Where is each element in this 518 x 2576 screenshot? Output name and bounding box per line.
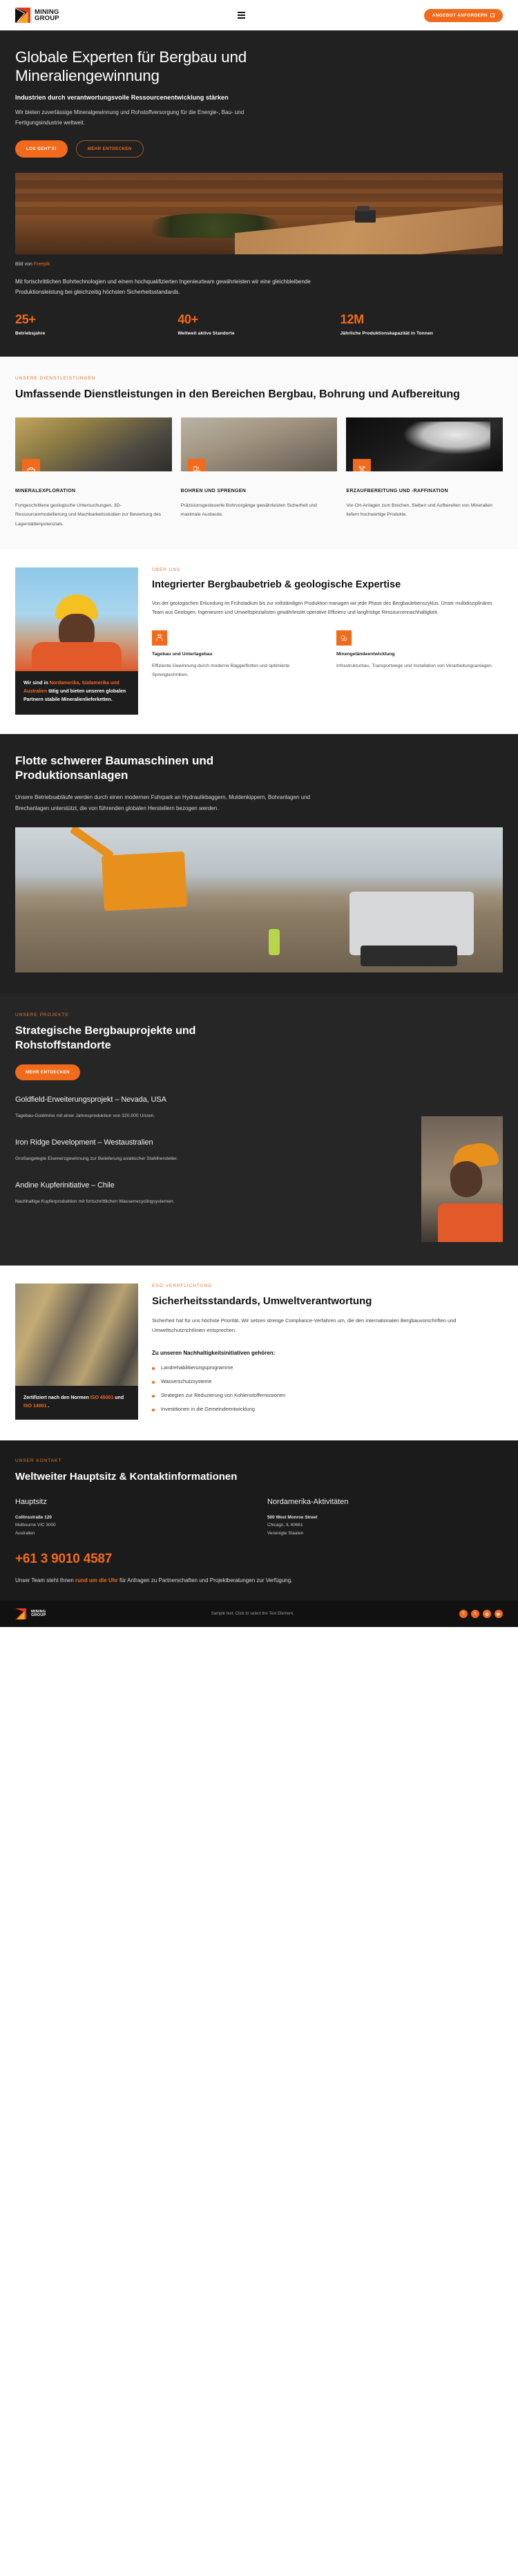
footer-col-heading: Nordamerika-Aktivitäten	[267, 1497, 349, 1506]
service-card[interactable]	[15, 417, 172, 529]
fleet-section	[0, 734, 518, 994]
miner-worker-icon	[152, 630, 167, 646]
social-links	[459, 1610, 503, 1618]
about-features	[152, 630, 503, 680]
brand-name	[35, 9, 59, 21]
project-title: Andine Kupferinitiative – Chile	[15, 1181, 115, 1190]
twitter-icon[interactable]: t	[471, 1610, 479, 1618]
projects-title: Strategische Bergbauprojekte und Rohstoffstandorte	[15, 1025, 196, 1052]
hero-description: Mit fortschrittlichen Bohrtechnologien und einem hochqualifizierten Ingenieurteam gewährleisten wir eine gleichbleibende Produktionsleistung bei gleichzeitig höchsten Sicherheitsstandards.	[15, 278, 311, 295]
stat-value: 40+	[178, 312, 198, 327]
hero-buttons	[15, 140, 503, 158]
footer-columns	[15, 1498, 503, 1539]
esg-list-title: Zu unseren Nachhaltigkeitsinitiativen gehören:	[152, 1349, 276, 1356]
projects-explore-button[interactable]: MEHR ENTDECKEN	[15, 1064, 80, 1080]
footer-title: Weltweiter Hauptsitz & Kontaktinformationen	[15, 1471, 238, 1483]
esg-list-item: Investitionen in die Gemeindeentwicklung	[152, 1406, 503, 1412]
about-body: Von der geologischen Erkundung im Frühstadium bis zur vollständigen Produktion managen wir jede Phase des Bergbaulebenszyklus. Unser multidisziplinäres Team aus Geologen, Ingenieuren und Umweltspezialisten gewährleistet operative Effizienz und langfristige Ressourcennachhaltigkeit.	[152, 601, 492, 616]
projects-section	[0, 993, 518, 1266]
hero-section	[0, 30, 518, 357]
hero-lead: Wir bieten zuverlässige Mineralgewinnung und Rohstoffversorgung für die Energie-, Bau- und Fertigungsindustrie weltweit.	[15, 109, 244, 126]
footer-office-northamerica	[267, 1498, 503, 1539]
esg-body: Sicherheit hat für uns höchste Priorität. Wir setzen strenge Compliance-Verfahren um, die den internationalen Bergbauvorschriften und Umweltschutzrichtlinien entsprechen.	[152, 1317, 457, 1334]
project-item[interactable]	[15, 1181, 409, 1206]
service-card-title: MINERALEXPLORATION	[15, 488, 76, 493]
esg-note-mid: und	[113, 1395, 124, 1400]
footer-address	[267, 1514, 503, 1539]
footer-address-line3: Australien	[15, 1531, 35, 1536]
esg-eyebrow: ESG-VERPFLICHTUNG	[152, 1283, 213, 1288]
service-card-image	[15, 417, 172, 471]
about-note-prefix: Wir sind in	[23, 680, 50, 686]
about-feature-title: Tagebau und Untertagebau	[152, 651, 213, 657]
instagram-icon[interactable]: ◎	[483, 1610, 491, 1618]
project-item[interactable]	[15, 1138, 409, 1163]
footer-brand-line2: GROUP	[31, 1613, 46, 1618]
about-regions-note	[15, 671, 138, 715]
hero-secondary-button[interactable]: MEHR ENTDECKEN	[76, 140, 144, 158]
footer-note-highlight: rund um die Uhr	[75, 1577, 118, 1584]
esg-title: Sicherheitsstandards, Umweltverantwortung	[152, 1295, 372, 1307]
footer-brand[interactable]	[15, 1608, 46, 1619]
stat-item	[178, 312, 340, 336]
about-feature-text: Infrastrukturbau, Transportwege und Installation von Verarbeitungsanlagen.	[336, 663, 493, 668]
project-text: Großangelegte Eisenerzgewinnung zur Belieferung asiatischer Stahlhersteller.	[15, 1156, 178, 1162]
mining-group-logo-icon	[15, 1608, 26, 1619]
esg-content	[152, 1284, 503, 1420]
about-note-suffix: tätig und bieten unseren globalen Partnern stabile Mineralienlieferketten.	[23, 689, 126, 703]
service-card-text: Fortgeschrittene geologische Untersuchungen, 3D-Ressourcenmodellierung und Machbarkeitsstudien zur Bewertung des Lagerstättenpotenzials.	[15, 503, 162, 527]
brand-logo[interactable]	[15, 8, 59, 23]
image-credit-prefix: Bild von	[15, 261, 32, 267]
project-title: Iron Ridge Development – Westaustralien	[15, 1138, 153, 1147]
services-section	[0, 357, 518, 549]
stat-label: Betriebsjahre	[15, 331, 46, 337]
footer-brand-line1: MINING	[31, 1609, 46, 1614]
esg-note-suffix: .	[46, 1404, 50, 1409]
fleet-lead: Unsere Betriebsabläufe werden durch einen modernen Fuhrpark an Hydraulikbaggern, Muldenkippern, Bohranlagen und Brechanlagen unterstützt, die von führenden globalen Herstellern bezogen werden.	[15, 794, 310, 811]
services-eyebrow: UNSERE DIENSTLEISTUNGEN	[15, 376, 96, 382]
footer-availability-note	[15, 1575, 361, 1586]
service-card-title: ERZAUFBEREITUNG UND -RAFFINATION	[346, 488, 448, 493]
hero-title: Globale Experten für Bergbau und Mineraliengewinnung	[15, 48, 247, 84]
about-feature	[152, 630, 318, 680]
hero-subtitle: Industrien durch verantwortungsvolle Ressourcenentwicklung stärken	[15, 94, 229, 102]
esg-list-item: Landrehabilitierungsprogramme	[152, 1364, 503, 1371]
pickaxe-icon	[353, 459, 371, 471]
project-title: Goldfield-Erweiterungsprojekt – Nevada, USA	[15, 1095, 166, 1104]
brand-name-line1: MINING	[35, 8, 59, 16]
services-cards	[15, 417, 503, 529]
hero-mine-photo	[15, 173, 503, 254]
footer-address-line2: Chicago, IL 60661	[267, 1523, 303, 1528]
contact-footer	[0, 1440, 518, 1601]
mine-cart-icon	[22, 459, 40, 471]
facebook-icon[interactable]: f	[459, 1610, 468, 1618]
projects-list	[15, 1096, 409, 1242]
project-text: Nachhaltige Kupferproduktion mit fortschrittlichen Wasserrecyclingsystemen.	[15, 1199, 175, 1205]
site-header	[0, 0, 518, 30]
about-eyebrow: ÜBER UNS	[152, 567, 181, 572]
footer-address-line2: Melbourne VIC 3000	[15, 1523, 56, 1528]
project-item[interactable]	[15, 1096, 409, 1120]
footer-eyebrow: UNSER KONTAKT	[15, 1458, 62, 1463]
footer-col-heading: Hauptsitz	[15, 1497, 47, 1506]
request-quote-button[interactable]	[424, 9, 503, 22]
drill-rig-icon	[188, 459, 206, 471]
service-card-text: Präzisionsgesteuerte Bohrvorgänge gewährleisten Sicherheit und maximale Ausbeute.	[180, 503, 317, 518]
esg-initiatives-list	[152, 1364, 503, 1412]
project-text: Tagebau-Goldmine mit einer Jahresproduktion von 320.000 Unzen.	[15, 1113, 155, 1118]
service-card-text: Vor-Ort-Anlagen zum Brechen, Sieben und Aufbereiten von Mineralien liefern hochwertige Produkte.	[346, 503, 492, 518]
request-quote-label: ANGEBOT ANFORDERN	[432, 12, 488, 18]
brand-name-line2: GROUP	[35, 15, 59, 22]
footer-brand-name	[31, 1610, 46, 1618]
esg-section	[0, 1266, 518, 1440]
service-card-image	[181, 417, 338, 471]
stat-label: Weltweit aktive Standorte	[178, 331, 235, 337]
esg-media	[15, 1284, 138, 1420]
fleet-equipment-photo	[15, 827, 503, 972]
about-feature	[336, 630, 503, 680]
stat-value: 25+	[15, 312, 36, 327]
footer-address-line1: 500 West Monroe Street	[267, 1514, 318, 1520]
stat-item	[15, 312, 178, 336]
stat-label: Jährliche Produktionskapazität in Tonnen	[340, 331, 433, 337]
esg-list-item: Wasserschutzsysteme	[152, 1378, 503, 1384]
esg-list-item: Strategien zur Reduzierung von Kohlenstoffemissionen	[152, 1392, 503, 1398]
about-title: Integrierter Bergbaubetrieb & geologische Expertise	[152, 579, 401, 590]
project-worker-photo	[421, 1116, 503, 1242]
service-card-title: BOHREN UND SPRENGEN	[180, 488, 247, 493]
about-section	[0, 549, 518, 734]
esg-aerial-mine-photo	[15, 1284, 138, 1386]
footer-note-suffix: für Anfragen zu Partnerschaften und Projektberatungen zur Verfügung.	[117, 1577, 293, 1584]
esg-note-iso2: ISO 14001	[23, 1404, 47, 1409]
footer-office-hq	[15, 1498, 251, 1539]
hero-stats	[15, 312, 503, 336]
esg-note-iso1: ISO 45001	[90, 1395, 114, 1400]
about-content	[152, 567, 503, 715]
footer-address-line3: Vereinigte Staaten	[267, 1531, 304, 1536]
services-title: Umfassende Dienstleistungen in den Bereichen Bergbau, Bohrung und Aufbereitung	[15, 388, 460, 401]
footer-bottom-bar	[0, 1601, 518, 1627]
about-worker-photo	[15, 567, 138, 671]
esg-note-prefix: Zertifiziert nach den Normen	[23, 1395, 90, 1400]
ore-rocks-icon	[336, 630, 352, 646]
projects-body	[15, 1096, 503, 1242]
about-feature-title: Minengeländeentwicklung	[336, 651, 395, 657]
image-credit-link[interactable]: Freepik	[33, 261, 50, 267]
esg-certification-note	[15, 1386, 138, 1420]
mining-group-logo-icon	[15, 8, 30, 23]
footer-phone[interactable]: +61 3 9010 4587	[15, 1552, 113, 1567]
footer-address	[15, 1514, 251, 1539]
about-note-highlight: Nordamerika, Südamerika und Australien	[23, 680, 119, 695]
hamburger-icon[interactable]	[238, 12, 245, 19]
about-media	[15, 567, 138, 715]
footer-sample-text[interactable]: Sample text. Click to select the Text Element.	[211, 1612, 294, 1617]
footer-address-line1: Collinsstraße 120	[15, 1514, 52, 1520]
projects-eyebrow: UNSERE PROJEKTE	[15, 1013, 69, 1018]
service-card[interactable]	[181, 417, 338, 529]
fleet-title: Flotte schwerer Baumaschinen und Produktionsanlagen	[15, 753, 214, 782]
arrow-right-box-icon: →	[490, 12, 495, 17]
about-feature-text: Effiziente Gewinnung durch moderne Baggerflotten und optimierte Sprengtechniken.	[152, 663, 289, 678]
image-credit	[15, 262, 503, 267]
service-card[interactable]	[346, 417, 503, 529]
stat-value: 12M	[340, 312, 364, 327]
youtube-icon[interactable]: ▶	[495, 1610, 503, 1618]
hero-primary-button[interactable]: LOS GEHT'S!	[15, 140, 68, 158]
service-card-image	[346, 417, 503, 471]
stat-item	[340, 312, 503, 336]
footer-note-prefix: Unser Team steht Ihnen	[15, 1577, 76, 1584]
